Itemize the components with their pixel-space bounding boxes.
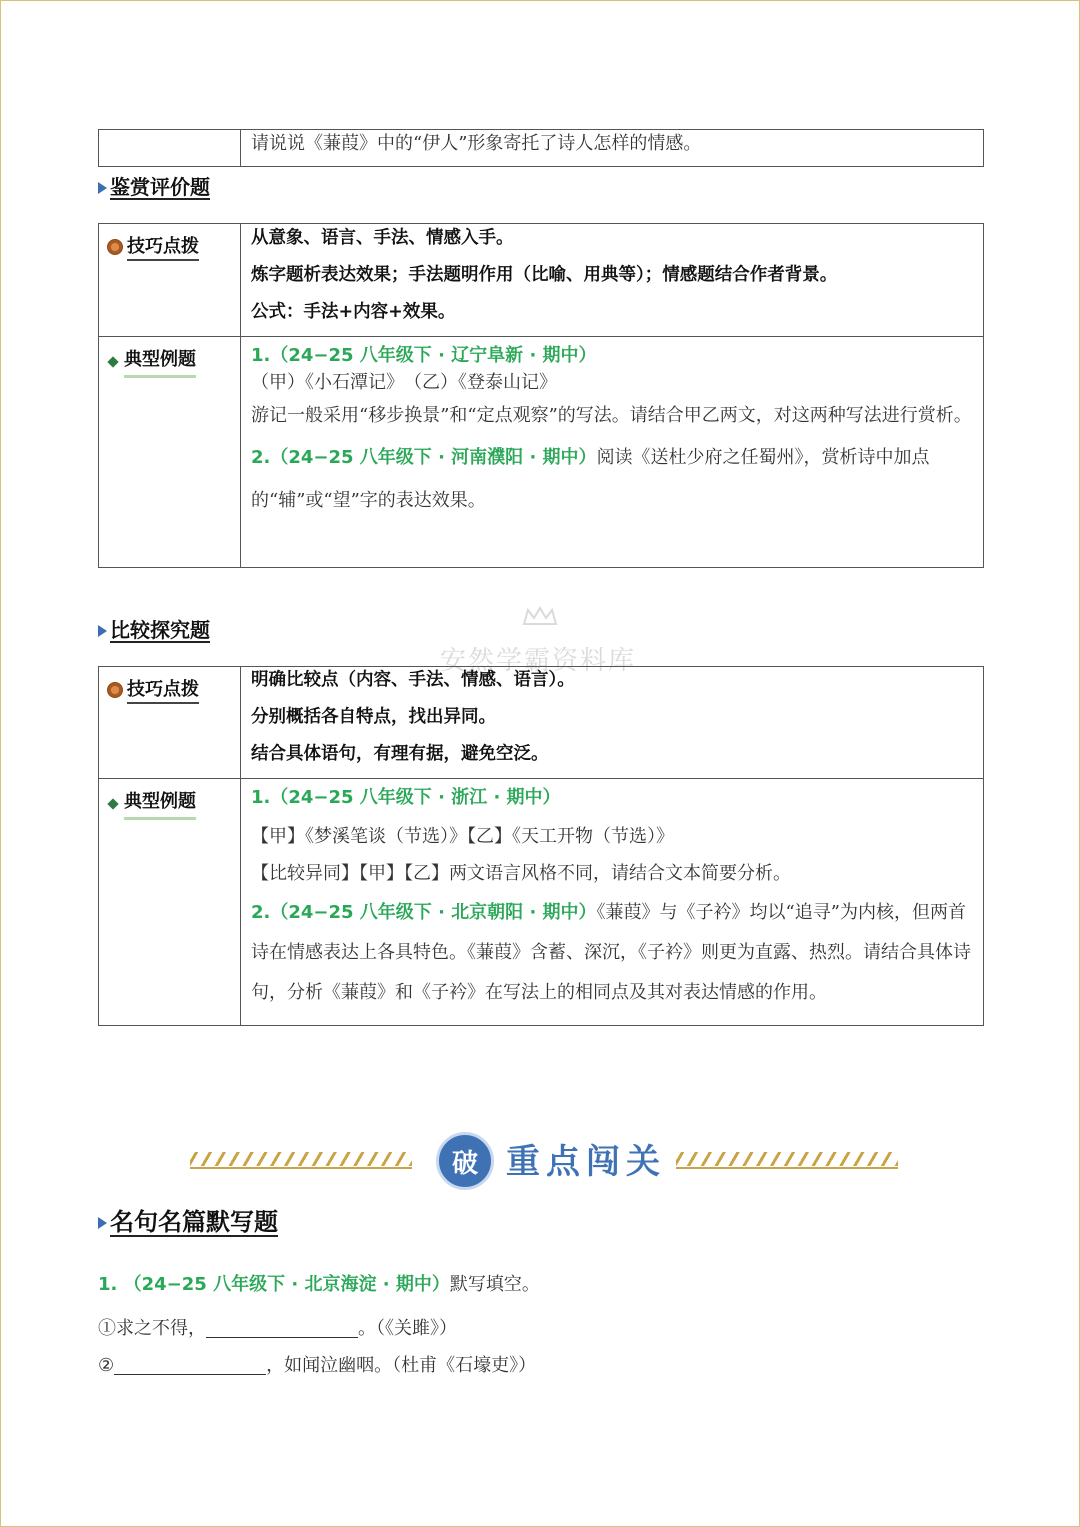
dictation-question: 1. （24−25 八年级下 · 北京海淀 · 期中）默写填空。 [98,1274,540,1295]
example-question: 【比较异同】【甲】【乙】两文语言风格不同，请结合文本简要分析。 [251,863,791,884]
dictation-item-1: ①求之不得， 。（《关雎》） [98,1318,457,1339]
diamond-icon [107,798,118,809]
skill-label-cell [99,224,241,337]
example-source: 1.（24−25 八年级下 · 浙江 · 期中） [251,787,561,808]
appreciation-table [98,223,984,568]
example-texts: （甲）《小石潭记》 （乙）《登泰山记》 [251,372,557,393]
example-question: 游记一般采用“移步换景”和“定点观察”的写法。请结合甲乙两文，对这两种写法进行赏析。 [251,405,972,426]
example-label: 典型例题 [107,787,196,820]
example-source: 1.（24−25 八年级下 · 辽宁阜新 · 期中） [251,345,597,366]
example-content-cell [241,779,984,1026]
top-question-text: 请说说《蒹葭》中的“伊人”形象寄托了诗人怎样的情感。 [251,133,702,154]
skill-line: 公式：手法+内容+效果。 [251,302,456,322]
example-texts: 【甲】《梦溪笔谈（节选）》【乙】《天工开物（节选）》 [251,826,674,847]
skill-content-cell [241,667,984,779]
medal-icon [107,682,123,698]
example-label-cell [99,779,241,1026]
skill-line: 炼字题析表达效果；手法题明作用（比喻、用典等）；情感题结合作者背景。 [251,265,838,285]
example-label: 典型例题 [107,345,196,378]
skill-label: 技巧点拨 [107,675,199,704]
skill-line: 明确比较点（内容、手法、情感、语言）。 [251,670,575,690]
answer-blank[interactable] [206,1319,358,1338]
dictation-item-2: ② ，如闻泣幽咽。（杜甫《石壕吏》） [98,1355,537,1376]
example-question-2: 2.（24−25 八年级下 · 河南濮阳 · 期中）阅读《送杜少府之任蜀州》，赏析诗中加点的“辅”或“望”字的表达效果。 [251,447,930,511]
triangle-icon [98,1217,107,1229]
comparison-table [98,666,984,1026]
section-heading-comparison: 比较探究题 [98,619,210,643]
banner-seal: 破 [436,1132,494,1190]
answer-blank[interactable] [114,1356,266,1375]
triangle-icon [98,182,107,194]
banner-title: 重点闯关 [506,1142,666,1182]
triangle-icon [98,625,107,637]
skill-label-cell [99,667,241,779]
watermark-crown-icon [522,606,558,628]
example-label-cell [99,337,241,568]
section-heading-appreciation: 鉴赏评价题 [98,176,210,200]
banner-stripes-left [190,1152,412,1166]
top-question-table [98,129,984,167]
top-content-cell [241,130,984,167]
section-heading-dictation: 名句名篇默写题 [98,1209,278,1237]
skill-content-cell [241,224,984,337]
skill-line: 从意象、语言、手法、情感入手。 [251,228,514,248]
skill-label: 技巧点拨 [107,232,199,261]
watermark-text: 安然学霸资料库 [440,646,637,676]
medal-icon [107,239,123,255]
skill-line: 结合具体语句，有理有据，避免空泛。 [251,744,549,764]
diamond-icon [107,356,118,367]
section-banner [190,1128,894,1188]
example-content-cell [241,337,984,568]
banner-stripes-right [676,1152,898,1166]
skill-line: 分别概括各自特点，找出异同。 [251,707,496,727]
top-label-cell [99,130,241,167]
example-question-2: 2.（24−25 八年级下 · 北京朝阳 · 期中）《蒹葭》与《子衿》均以“追寻”为内核，但两首诗在情感表达上各具特色。《蒹葭》含蓄、深沉，《子衿》则更为直露、热烈。请结合具体诗句，分析《蒹葭》和《子衿》在写法上的相同点及其对表达情感的作用。 [251,902,971,1003]
